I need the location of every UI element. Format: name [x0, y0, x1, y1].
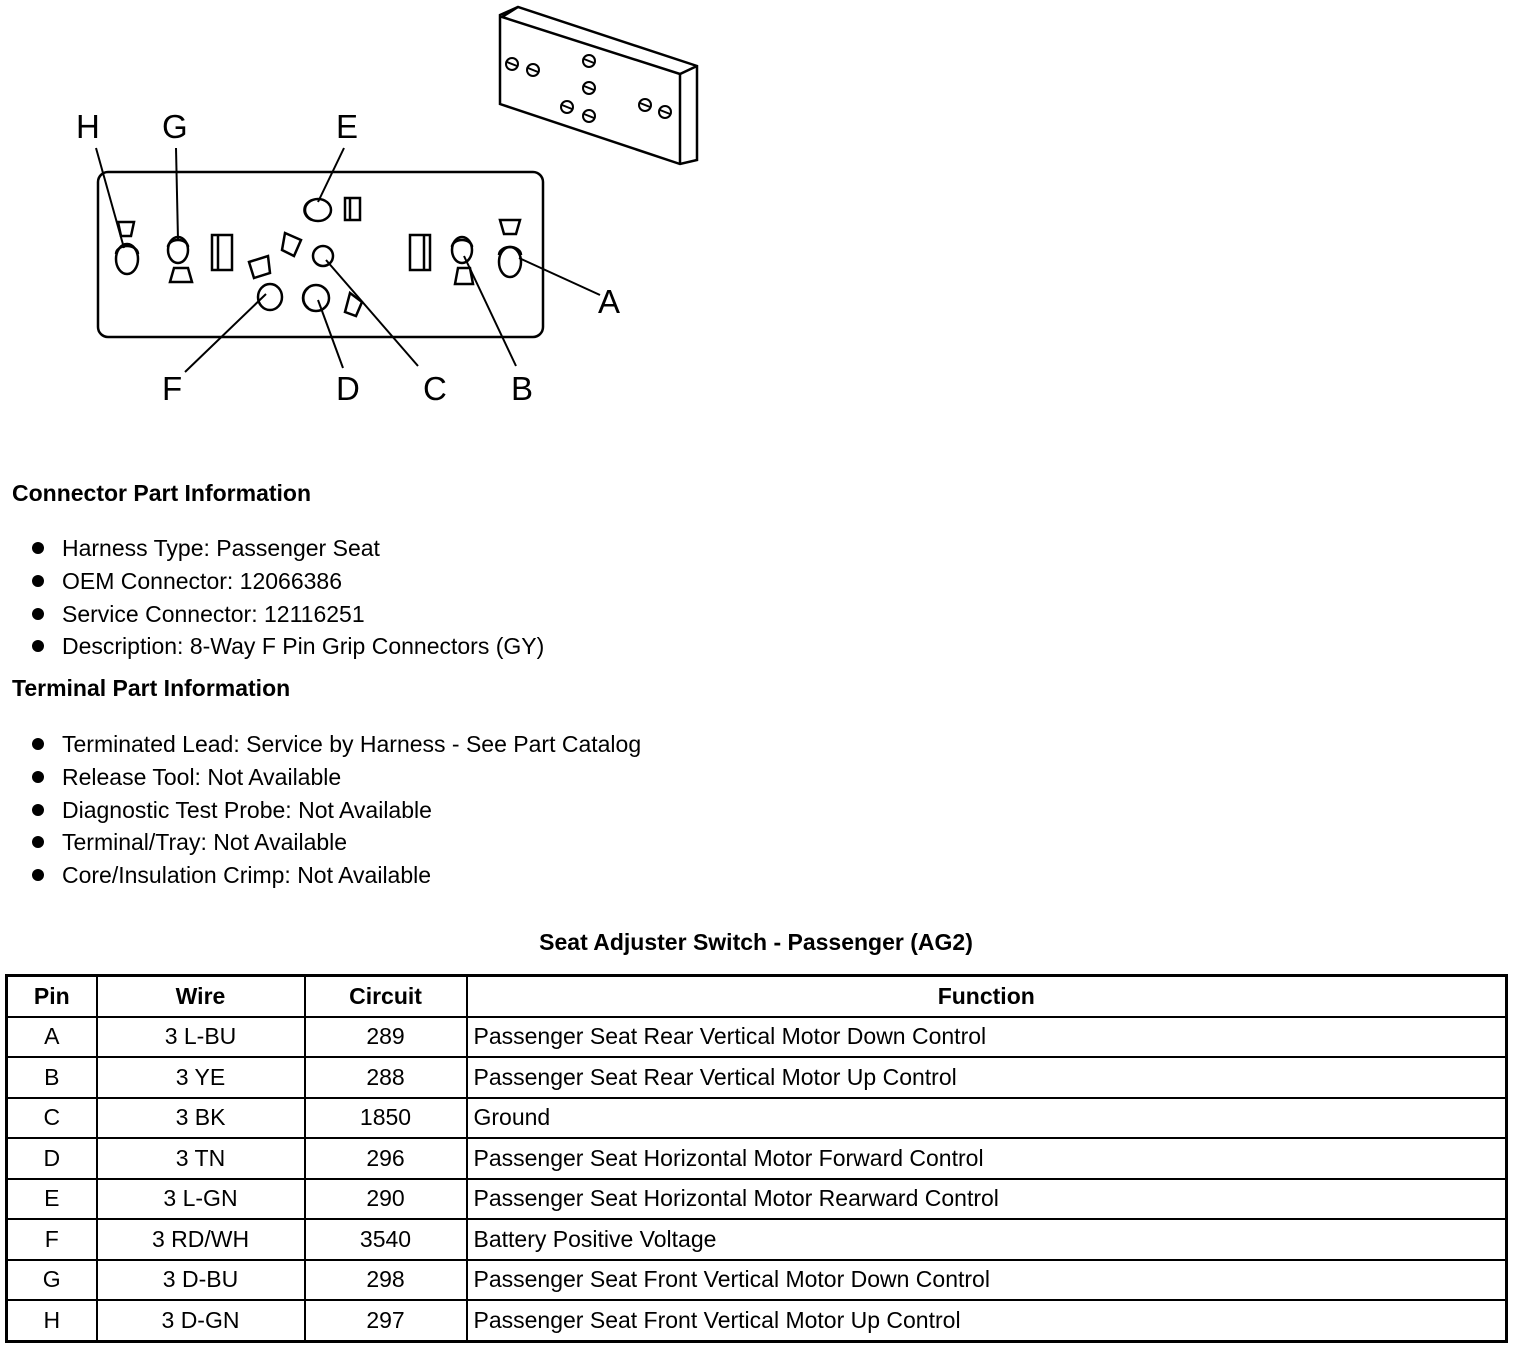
wire-cell: 3 BK	[97, 1098, 305, 1139]
pin-cell: F	[7, 1219, 97, 1260]
function-cell: Passenger Seat Rear Vertical Motor Down Control	[467, 1017, 1507, 1058]
table-row	[7, 1219, 1507, 1260]
circuit-cell: 288	[305, 1057, 467, 1098]
pin-cell: C	[7, 1098, 97, 1139]
pin-label-f: F	[162, 370, 183, 407]
list-item: Description: 8-Way F Pin Grip Connectors (GY)	[30, 630, 544, 663]
circuit-cell: 297	[305, 1300, 467, 1341]
column-header-pin: Pin	[7, 976, 97, 1017]
table-row	[7, 1260, 1507, 1301]
pin-label-e: E	[336, 108, 359, 145]
table-row	[7, 1138, 1507, 1179]
function-cell: Passenger Seat Horizontal Motor Rearward Control	[467, 1179, 1507, 1220]
pin-cell: A	[7, 1017, 97, 1058]
pin-label-h: H	[76, 108, 100, 145]
list-item: Terminated Lead: Service by Harness - See Part Catalog	[30, 728, 641, 761]
connector-info-heading: Connector Part Information	[12, 480, 312, 506]
circuit-cell: 290	[305, 1179, 467, 1220]
wire-cell: 3 L-GN	[97, 1179, 305, 1220]
pin-cell: G	[7, 1260, 97, 1301]
list-item: Diagnostic Test Probe: Not Available	[30, 794, 641, 827]
list-item: Service Connector: 12116251	[30, 598, 544, 631]
connector-info-list	[30, 532, 544, 663]
list-item: OEM Connector: 12066386	[30, 565, 544, 598]
function-cell: Passenger Seat Rear Vertical Motor Up Control	[467, 1057, 1507, 1098]
column-header-wire: Wire	[97, 976, 305, 1017]
circuit-cell: 289	[305, 1017, 467, 1058]
terminal-info-heading: Terminal Part Information	[12, 675, 291, 701]
circuit-cell: 3540	[305, 1219, 467, 1260]
pin-cell: H	[7, 1300, 97, 1341]
pin-table	[5, 974, 1508, 1343]
pin-label-g: G	[162, 108, 188, 145]
list-item: Harness Type: Passenger Seat	[30, 532, 544, 565]
pin-cell: D	[7, 1138, 97, 1179]
table-row	[7, 1179, 1507, 1220]
connector-3d-view	[500, 7, 697, 164]
table-header-row	[7, 976, 1507, 1017]
function-cell: Passenger Seat Front Vertical Motor Up Control	[467, 1300, 1507, 1341]
pin-label-b: B	[511, 370, 534, 407]
pin-label-c: C	[423, 370, 447, 407]
function-cell: Battery Positive Voltage	[467, 1219, 1507, 1260]
pin-label-d: D	[336, 370, 360, 407]
wire-cell: 3 D-BU	[97, 1260, 305, 1301]
pin-cell: B	[7, 1057, 97, 1098]
list-item: Core/Insulation Crimp: Not Available	[30, 859, 641, 892]
function-cell: Passenger Seat Horizontal Motor Forward Control	[467, 1138, 1507, 1179]
table-title: Seat Adjuster Switch - Passenger (AG2)	[539, 929, 973, 955]
wire-cell: 3 RD/WH	[97, 1219, 305, 1260]
list-item: Release Tool: Not Available	[30, 761, 641, 794]
wire-cell: 3 YE	[97, 1057, 305, 1098]
column-header-function: Function	[467, 976, 1507, 1017]
connector-diagram	[0, 0, 760, 420]
wire-cell: 3 D-GN	[97, 1300, 305, 1341]
terminal-info-list	[30, 728, 641, 892]
table-row	[7, 1017, 1507, 1058]
wire-cell: 3 L-BU	[97, 1017, 305, 1058]
circuit-cell: 296	[305, 1138, 467, 1179]
table-row	[7, 1057, 1507, 1098]
wire-cell: 3 TN	[97, 1138, 305, 1179]
column-header-circuit: Circuit	[305, 976, 467, 1017]
circuit-cell: 1850	[305, 1098, 467, 1139]
pin-cell: E	[7, 1179, 97, 1220]
list-item: Terminal/Tray: Not Available	[30, 826, 641, 859]
table-row	[7, 1098, 1507, 1139]
circuit-cell: 298	[305, 1260, 467, 1301]
table-row	[7, 1300, 1507, 1341]
pin-label-a: A	[598, 283, 621, 320]
function-cell: Passenger Seat Front Vertical Motor Down Control	[467, 1260, 1507, 1301]
function-cell: Ground	[467, 1098, 1507, 1139]
